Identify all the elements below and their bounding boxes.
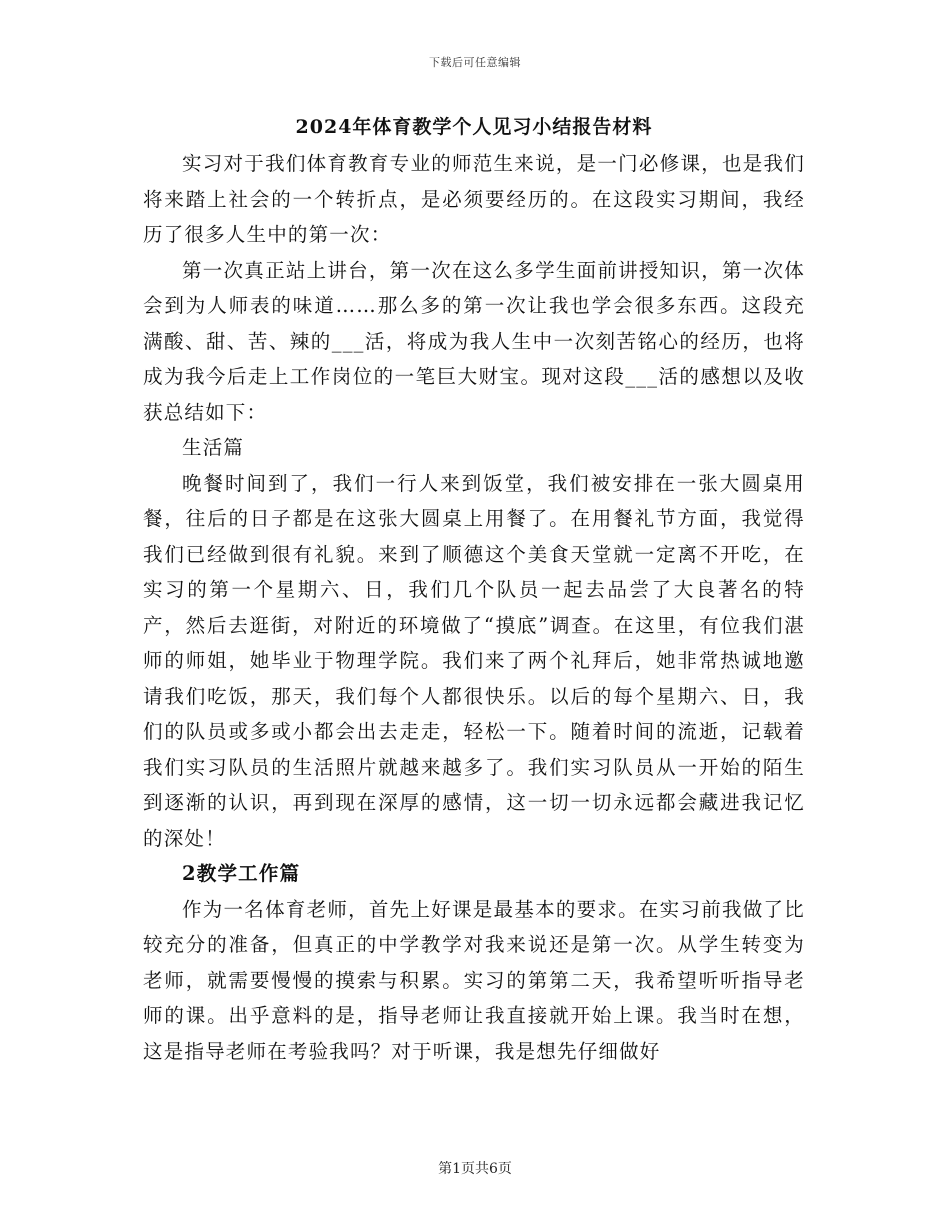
section-heading-life: 生活篇 [182, 436, 245, 459]
header-note: 下载后可任意编辑 [429, 56, 521, 69]
document-title: 2024年体育教学个人见习小结报告材料 [295, 116, 653, 138]
document-body [143, 112, 805, 1069]
section-heading-teaching: 2教学工作篇 [182, 862, 301, 885]
section-paragraph-life: 晚餐时间到了，我们一行人来到饭堂，我们被安排在一张大圆桌用餐，往后的日子都是在这张大圆桌上用餐了。在用餐礼节方面，我觉得我们已经做到很有礼貌。来到了顺德这个美食天堂就一定离不开吃，在实习的第一个星期六、日，我们几个队员一起去品尝了大良著名的特产，然后去逛街，对附近的环境做了“摸底”调查。在这里，有位我们湛师的师姐，她毕业于物理学院。我们来了两个礼拜后，她非常热诚地邀请我们吃饭，那天，我们每个人都很快乐。以后的每个星期六、日，我们的队员或多或小都会出去走走，轻松一下。随着时间的流逝，记载着我们实习队员的生活照片就越来越多了。我们实习队员从一开始的陌生到逐渐的认识，再到现在深厚的感情，这一切一切永远都会藏进我记忆的深处！ [143, 471, 805, 850]
section-paragraph-teaching: 作为一名体育老师，首先上好课是最基本的要求。在实习前我做了比较充分的准备，但真正的中学教学对我来说还是第一次。从学生转变为老师，就需要慢慢的摸索与积累。实习的第第二天，我希望听听指导老师的课。出乎意料的是，指导老师让我直接就开始上课。我当时在想，这是指导老师在考验我吗？对于听课，我是想先仔细做好 [143, 897, 805, 1063]
intro-paragraph-1: 实习对于我们体育教育专业的师范生来说，是一门必修课，也是我们将来踏上社会的一个转折点，是必须要经历的。在这段实习期间，我经历了很多人生中的第一次： [143, 152, 805, 246]
page-footer: 第1页共6页 [438, 1161, 512, 1177]
intro-paragraph-2: 第一次真正站上讲台，第一次在这么多学生面前讲授知识，第一次体会到为人师表的味道……那么多的第一次让我也学会很多东西。这段充满酸、甜、苦、辣的___活，将成为我人生中一次刻苦铭心的经历，也将成为我今后走上工作岗位的一笔巨大财宝。现对这段___活的感想以及收获总结如下： [143, 258, 805, 424]
